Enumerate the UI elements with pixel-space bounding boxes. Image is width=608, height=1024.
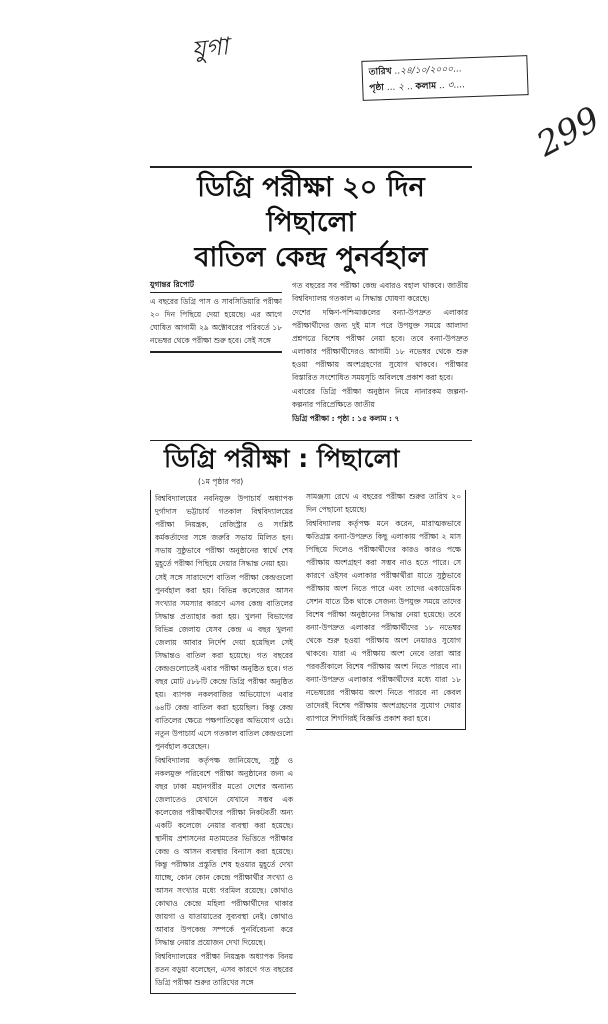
article2-paragraph: সেই সঙ্গে সারাদেশে বাতিল পরীক্ষা কেন্দ্রগুলো পুনর্বহাল করা হয়। বিভিন্ন কলেজের আসন সংখ্যার সমস্যার কারণে এসব কেন্দ্র বাতিলের সিদ্ধান্ত প্রত্যাহার করা হয়। খুলনা বিভাগের বিভিন্ন জেলায় যেসব কেন্দ্র এ বছর খুলনা জেলায় আবার নির্দেশ দেয়া হয়েছিল সেই সিদ্ধান্তও বাতিল করা হয়েছে। গত বছরের কেন্দ্রগুলোতেই এবার পরীক্ষা অনুষ্ঠিত হবে। গত বছর মোট ৫৮৮টি কেন্দ্রে ডিগ্রি পরীক্ষা অনুষ্ঠিত হয়। ব্যাপক নকলবাজির অভিযোগে এবার ৬৪টি কেন্দ্র বাতিল করা হয়েছিল। কিন্তু কেন্দ্র বাতিলের ক্ষেত্রে পক্ষপাতিত্বের অভিযোগ ওঠে। নতুন উপাচার্য এসে গতকাল বাতিল কেন্দ্রগুলো পুনর্বহাল করেছেন। bbox=[155, 572, 293, 751]
article1-intro: এ বছরের ডিগ্রি পাস ও সাবসিডিয়ারি পরীক্ষা ২০ দিন পিছিয়ে দেয়া হয়েছে। এর আগে ঘোষিত আগামী ২৯ অক্টোবরের পরিবর্তে ১৮ নভেম্বর থেকে পরীক্ষা শুরু হবে। সেই সঙ্গে bbox=[150, 297, 282, 346]
archive-stamp bbox=[361, 55, 528, 101]
article2-left-column bbox=[150, 490, 296, 994]
article1-paragraph: গত বছরের সব পরীক্ষা কেন্দ্র এবারও বহাল থাকবে। জাতীয় বিশ্ববিদ্যালয় গতকাল এ সিদ্ধান্ত ঘোষণা করেছে। bbox=[292, 280, 468, 303]
article1-byline: যুগান্তর রিপোর্ট bbox=[150, 279, 194, 289]
article2-paragraph: বিশ্ববিদ্যালয় কর্তৃপক্ষ মনে করেন, মারাত্মকভাবে ক্ষতিগ্রস্ত বন্যা-উপদ্রুত কিছু এলাকায় পরীক্ষা ২ মাস পিছিয়ে দিলেও পরীক্ষার্থীদের কারও কারও পক্ষে পরীক্ষায় অংশগ্রহণ করা সম্ভব নাও হতে পারে। সে কারণে ওইসব এলাকার পরীক্ষার্থীরা যাতে সুষ্ঠুভাবে পরীক্ষায় অংশ নিতে পারে এবং তাদের একাডেমিক সেশন যাতে ঠিক থাকে সেজন্য উপযুক্ত সময়ে তাদের বিশেষ পরীক্ষা অনুষ্ঠানের সিদ্ধান্ত নেয়া হয়েছে। তবে বন্যা-উপদ্রুত এলাকার পরীক্ষার্থীদের ১৮ নভেম্বর থেকে শুরু হওয়া পরীক্ষায় অংশ নেয়ারও সুযোগ থাকবে। যারা এ পরীক্ষায় অংশ নেবে তারা আর পরবর্তীকালে বিশেষ পরীক্ষায় অংশ নিতে পারবে না। বন্যা-উপদ্রুত এলাকার পরীক্ষার্থীদের মধ্যে যারা ১৮ নভেম্বরের পরীক্ষায় অংশ নিতে পারবে না কেবল তাদেরই বিশেষ পরীক্ষায় অংশগ্রহণের সুযোগ দেয়ার ব্যাপারে শিগগিরই বিজ্ঞপ্তি প্রকাশ করা হবে। bbox=[306, 518, 461, 723]
article1-left-column bbox=[150, 279, 282, 353]
article1-continuation: ডিগ্রি পরীক্ষা : পৃষ্ঠা : ১৫ কলাম : ৭ bbox=[292, 413, 400, 423]
stamp-column-label: কলাম bbox=[415, 81, 437, 93]
clipping-top-edge bbox=[150, 166, 472, 168]
handwritten-page-number: 299 bbox=[530, 99, 607, 165]
article2-paragraph: বিশ্ববিদ্যালয়ের পরীক্ষা নিয়ন্ত্রক অধ্যাপক বিনয় রতন বড়ুয়া বলেছেন, এসব কারণে গত বছরের ডিগ্রি পরীক্ষা শুরুর তারিখের সঙ্গে bbox=[155, 951, 293, 987]
article1-headline bbox=[150, 170, 472, 275]
article2 bbox=[150, 440, 472, 994]
article2-continued-from: (১ম পৃষ্ঠার পর) bbox=[198, 476, 244, 486]
stamp-date-row: তারিখ ..২৪/১০/২০০০... bbox=[368, 64, 462, 78]
article2-right-column bbox=[306, 490, 466, 730]
stamp-page-row: পৃষ্ঠা ... ২ .. কলাম .. ৩.... bbox=[369, 80, 466, 94]
article1-columns bbox=[150, 279, 472, 426]
article1 bbox=[150, 166, 472, 426]
stamp-page-label: পৃষ্ঠা bbox=[369, 83, 385, 94]
article1-paragraph: এবারের ডিগ্রি পরীক্ষা অনুষ্ঠান নিয়ে নানারকম জল্পনা-কল্পনার পরিপ্রেক্ষিতে জাতীয় bbox=[292, 386, 468, 409]
clipping bbox=[150, 166, 472, 994]
intro-bottom-rule bbox=[150, 351, 282, 353]
article2-paragraph: বিশ্ববিদ্যালয় কর্তৃপক্ষ জানিয়েছে, সুষ্ঠু ও নকলমুক্ত পরিবেশে পরীক্ষা অনুষ্ঠানের জন্য এ বছর ঢাকা মহানগরীর মতো দেশের অন্যান্য জেলাতেও যেখানে যেখানে সম্ভব এক কলেজের পরীক্ষার্থীদের পরীক্ষা নিকটবর্তী অন্য একটি কলেজে নেয়ার ব্যবস্থা করা হয়েছে। স্থানীয় প্রশাসনের মতামতের ভিত্তিতে পরীক্ষার কেন্দ্র ও আসন ব্যবস্থার বিন্যাস করা হয়েছে। কিন্তু পরীক্ষার প্রস্তুতি শেষ হওয়ার মুহূর্তে দেখা যাচ্ছে, কোন কোন কেন্দ্রে পরীক্ষার্থীর সংখ্যা ও আসন সংখ্যার মধ্যে গরমিল রয়েছে। কোথাও কোথাও কেন্দ্রে মহিলা পরীক্ষার্থীদের থাকার জায়গা ও যাতায়াতের সুব্যবস্থা নেই। কোথাও আবার উপকেন্দ্র সম্পর্কে পুনর্বিবেচনা করে সিদ্ধান্ত নেয়ার প্রয়োজন দেখা দিয়েছে। bbox=[155, 755, 293, 947]
stamp-column-value: ৩ bbox=[447, 80, 454, 91]
article2-paragraph: বিশ্ববিদ্যালয়ের নবনিযুক্ত উপাচার্য অধ্যাপক দুর্গাদাস ভট্টাচার্য গতকাল বিশ্ববিদ্যালয়ের পরীক্ষা নিয়ন্ত্রক, রেজিস্ট্রার ও সংশ্লিষ্ট কর্মকর্তাদের সঙ্গে জরুরি সভায় মিলিত হন। সভায় সুষ্ঠুভাবে পরীক্ষা অনুষ্ঠানের স্বার্থে শেষ মুহূর্তে পরীক্ষা পিছিয়ে দেয়ার সিদ্ধান্ত নেয়া হয়। bbox=[155, 493, 293, 568]
article1-right-column bbox=[292, 279, 468, 426]
article2-headline: ডিগ্রি পরীক্ষা : পিছালো bbox=[164, 444, 400, 474]
stamp-date-value: ২৪/১০/২০০০ bbox=[399, 64, 454, 77]
article1-paragraph: দেশের দক্ষিণ-পশ্চিমাঞ্চলের বন্যা-উপদ্রুত এলাকার পরীক্ষার্থীদের জন্য দুই মাস পরে উপযুক্ত সময়ে আলাদা প্রশ্নপত্রে বিশেষ পরীক্ষা নেয়া হবে। তবে বন্যা-উপদ্রুত এলাকার পরীক্ষার্থীদেরও আগামী ১৮ নভেম্বর থেকে শুরু হওয়া পরীক্ষায় অংশগ্রহণের সুযোগ থাকবে। পরীক্ষার বিস্তারিত সংশোধিত সময়সূচি অবিলম্বে প্রকাশ করা হবে। bbox=[292, 307, 468, 382]
handwritten-source-note: যুগা bbox=[190, 32, 230, 64]
article2-paragraph: সামঞ্জস্য রেখে এ বছরের পরীক্ষা শুরুর তারিখ ২০ দিন পেছানো হয়েছে। bbox=[306, 491, 461, 514]
article2-top-rule bbox=[150, 440, 472, 442]
stamp-page-value: ২ bbox=[398, 82, 405, 93]
stamp-date-label: তারিখ bbox=[368, 66, 392, 78]
article1-headline-line1: ডিগ্রি পরীক্ষা ২০ দিন পিছালো bbox=[197, 171, 425, 238]
article2-columns bbox=[150, 490, 472, 994]
article1-headline-line2: বাতিল কেন্দ্র পুনর্বহাল bbox=[194, 241, 428, 273]
byline-rule bbox=[150, 292, 282, 294]
